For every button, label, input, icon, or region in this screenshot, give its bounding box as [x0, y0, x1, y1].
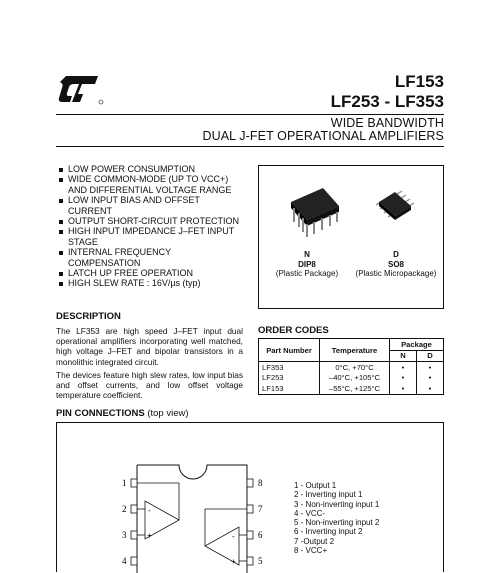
- part-number-line1: LF153: [394, 72, 444, 91]
- cell-temp: 0°C, +70°C: [320, 362, 390, 373]
- pin-list-item: 4 - VCC-: [294, 508, 326, 518]
- feature-list: [58, 164, 244, 289]
- description-title: DESCRIPTION: [56, 311, 121, 322]
- pin-list-item: 2 - Inverting input 1: [294, 490, 363, 500]
- pin-list-item: 6 - Inverting input 2: [294, 527, 363, 537]
- col-part-number: Part Number: [259, 339, 320, 362]
- pin-list-item: 8 - VCC+: [294, 546, 328, 556]
- svg-text:+: +: [231, 557, 236, 566]
- subtitle-line2: DUAL J-FET OPERATIONAL AMPLIFIERS: [202, 129, 444, 143]
- pin-list-item: 1 - Output 1: [294, 481, 337, 490]
- feature-item: LATCH UP FREE OPERATION: [58, 268, 244, 278]
- cell-temp: –55°C, +125°C: [320, 383, 390, 394]
- pin-label-left: 1: [122, 478, 127, 488]
- svg-text:-: -: [232, 532, 235, 541]
- feature-item: LOW POWER CONSUMPTION: [58, 164, 244, 174]
- package-box: [258, 165, 444, 309]
- order-codes-table: [258, 338, 444, 395]
- so8-name: SO8: [387, 259, 404, 269]
- pin-connections-heading: [56, 408, 189, 419]
- pin-connections-title: PIN CONNECTIONS: [56, 408, 145, 419]
- pinout-diagram: [119, 461, 269, 573]
- feature-item: HIGH SLEW RATE : 16V/µs (typ): [58, 278, 244, 288]
- cell-part: LF253: [259, 373, 320, 384]
- pin-connections-box: [56, 422, 444, 572]
- cell-part: LF353: [259, 362, 320, 373]
- pin-label-right: 5: [258, 556, 263, 566]
- dip8-label: [265, 250, 349, 279]
- table-row: [259, 383, 444, 394]
- cell-part: LF153: [259, 383, 320, 394]
- cell-d: •: [417, 362, 444, 373]
- cell-n: •: [390, 373, 417, 384]
- st-logo: [58, 72, 104, 106]
- table-row: [259, 362, 444, 373]
- subtitle-line1: WIDE BANDWIDTH: [330, 116, 444, 130]
- header-rule: [56, 114, 444, 115]
- so8-package-image: [375, 188, 415, 224]
- col-temperature: Temperature: [320, 339, 390, 362]
- pin-list: [294, 481, 379, 555]
- so8-desc: (Plastic Micropackage): [355, 269, 437, 278]
- cell-d: •: [417, 373, 444, 384]
- pin-connections-view: (top view): [147, 408, 189, 419]
- so8-label: [351, 250, 441, 279]
- col-package-d: D: [417, 350, 444, 362]
- pin-label-left: 2: [122, 504, 127, 514]
- part-number-line2: LF253 - LF353: [330, 92, 444, 111]
- cell-d: •: [417, 383, 444, 394]
- pin-label-left: 3: [122, 530, 127, 540]
- feature-item: LOW INPUT BIAS AND OFFSET CURRENT: [58, 195, 244, 216]
- part-number-block: [331, 72, 444, 112]
- dip8-desc: (Plastic Package): [275, 269, 339, 278]
- table-row: [259, 373, 444, 384]
- so8-letter: D: [393, 250, 399, 259]
- pin-list-item: 7 -Output 2: [294, 536, 335, 546]
- col-package-n: N: [390, 350, 417, 362]
- dip8-name: DIP8: [298, 259, 316, 269]
- dip8-letter: N: [304, 250, 310, 259]
- feature-item: OUTPUT SHORT-CIRCUIT PROTECTION: [58, 216, 244, 226]
- description-body: [56, 326, 243, 403]
- order-codes-title: ORDER CODES: [258, 325, 329, 336]
- description-para: The LF353 are high speed J–FET input dual operational amplifiers incorporating well matched, high voltage J–FET and bipolar transistors in a monolithic integrated circuit.: [56, 326, 243, 367]
- svg-text:+: +: [147, 531, 152, 540]
- feature-item: WIDE COMMON-MODE (UP TO VCC+) AND DIFFERENTIAL VOLTAGE RANGE: [58, 174, 244, 195]
- pin-list-item: 3 - Non-inverting input 1: [294, 499, 380, 509]
- pin-list-item: 5 - Non-inverting input 2: [294, 518, 380, 528]
- pin-label-right: 7: [258, 504, 263, 514]
- feature-item: HIGH INPUT IMPEDANCE J–FET INPUT STAGE: [58, 226, 244, 247]
- feature-item: INTERNAL FREQUENCY COMPENSATION: [58, 247, 244, 268]
- subtitle-rule: [56, 146, 444, 147]
- cell-temp: –40°C, +105°C: [320, 373, 390, 384]
- col-package: Package: [390, 339, 444, 351]
- pin-label-right: 8: [258, 478, 263, 488]
- pin-label-left: 4: [122, 556, 127, 566]
- description-para: The devices feature high slew rates, low input bias and offset currents, and low offset voltage temperature coefficient.: [56, 369, 243, 401]
- pin-label-right: 6: [258, 530, 263, 540]
- dip8-package-image: [287, 180, 343, 240]
- svg-text:-: -: [148, 506, 151, 515]
- cell-n: •: [390, 383, 417, 394]
- cell-n: •: [390, 362, 417, 373]
